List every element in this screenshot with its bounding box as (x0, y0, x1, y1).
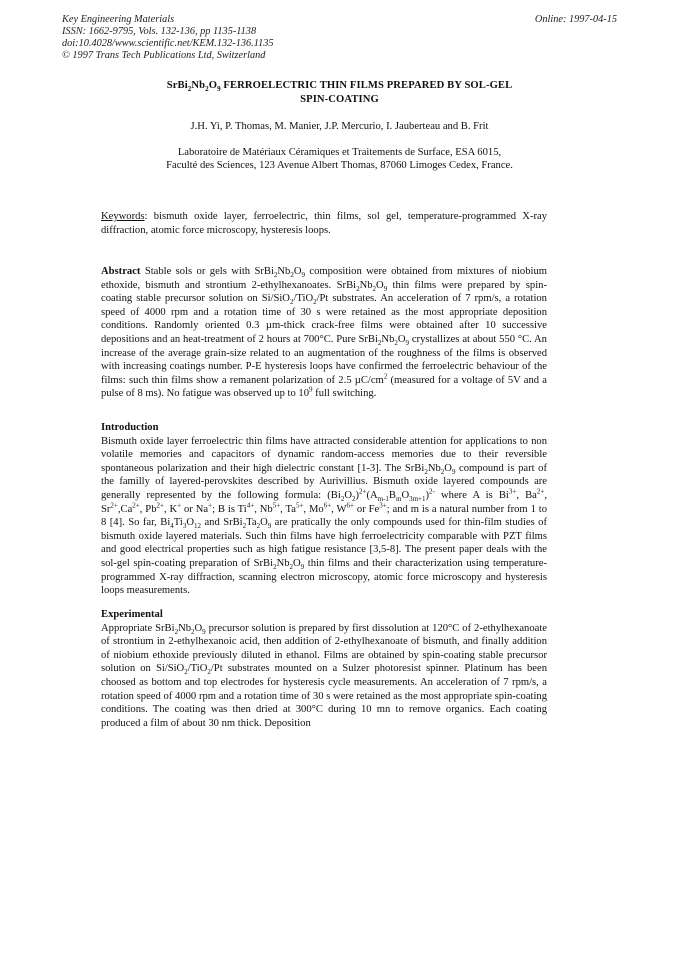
title-line-2: SPIN-COATING (300, 94, 379, 105)
introduction-section: Introduction Bismuth oxide layer ferroelectric thin films have attracted considerable attention for applications to non volatile memories and capacitors of dynamic random-access memories due to their reversible spontaneous polarization and their high dielectric constant [1-3]. The $SrBi_2Nb_2O_9$ compound is part of the familly of layered-perovskites described by Aurivillius. Bismuth oxide layered compounds are generally represented by the following formula: $(Bi_2O_2)^{2+}(A_{m-1}B_mO_{3m+1})^{2-}$ where A is $Bi^{3+}$, $Ba^{2+}$, $Sr^{2+},Ca^{2+}$, $Pb^{2+}$, K+ or Na+; B is $Ti^{4+}$, $Nb^{5+}$, $Ta^{5+}$, $Mo^{6+}$, $W^{6+}$ or $Fe^{3+}$; and m is a natural number from 1 to 8 [4]. So far, $Bi_4Ti_3O_{12}$ and $SrBi_2Ta_2O_9$ are pratically the only compounds used for thin-film studies of bismuth oxide layered materials. Such thin films have high ferroelectricity comparable with PZT films and good electrical properties such as high fatigue resistance [3,5-8]. The present paper deals with the sol-gel spin-coating preparation of $SrBi_2Nb_2O_9$ thin films and their characterization using temperature-programmed X-ray diffraction, scanning electron microscopy, atomic force microscopy and hysteresis loops measurements. (101, 422, 548, 597)
title-line-1: $SrBi_2Nb_2O_9$ FERROELECTRIC THIN FILMS PREPARED BY SOL-GEL (166, 80, 513, 94)
journal-header (62, 14, 617, 62)
issn-line: ISSN: 1662-9795, Vols. 132-136, pp 1135-1138 (62, 26, 257, 37)
experimental-heading: Experimental (101, 609, 163, 620)
doi-line: doi:10.4028/www.scientific.net/KEM.132-136.1135 (62, 38, 274, 49)
keywords-text: : bismuth oxide layer, ferroelectric, thin films, sol gel, temperature-programmed X-ray diffraction, atomic force microscopy, hysteresis loops. (101, 211, 547, 236)
abstract-heading: Abstract (101, 266, 141, 277)
online-date: Online: 1997-04-15 (534, 14, 617, 25)
introduction-heading: Introduction (101, 422, 159, 433)
copyright-line: © 1997 Trans Tech Publications Ltd, Switzerland (62, 50, 266, 61)
affiliation: Laboratoire de Matériaux Céramiques et Traitements de Surface, ESA 6015, Faculté des Sciences, 123 Avenue Albert Thomas, 87060 Limoges Cedex, France. (166, 147, 513, 171)
abstract-section: Abstract Stable sols or gels with $SrBi_2Nb_2O_9$ composition were obtained from mixtures of niobium ethoxide, bismuth and strontium 2-ethylhexanoates. $SrBi_2Nb_2O_9$ thin films were prepared by spin-coating stable precursor solution on Si/SiO$_2$/TiO$_2$/Pt substrates. An acceleration of 7 rpm/s, a rotation speed of 4000 rpm and a rotation time of 30 s were retained as the most appropriate deposition conditions. Randomly oriented 0.3 µm-thick crack-free films were obtained after 10 successive depositions and an heat-treatment of 2 hours at 700°C. Pure $SrBi_2Nb_2O_9$ crystallizes at about 550 °C. An increase of the average grain-size related to an augmentation of the roughness of the films is observed with increasing coatings number. P-E hysteresis loops have confirmed the ferroelectric behaviour of the films: such thin films show a remanent polarization of 2.5 $\mu C/cm^2$ (measured for a voltage of 5V and a pulse of 8 ms). No fatigue was observed up to $10^9$ full switching. (101, 266, 548, 400)
paper-title (62, 79, 617, 107)
experimental-section: Experimental Appropriate $SrBi_2Nb_2O_9$ precursor solution is prepared by first dissolution at 120°C of 2-ethylhexanoate of strontium in 2-ethylhexanoic acid, then addition of 2-ethylhexanoate of bismuth, and finally addition of niobium ethoxide previously diluted in ethanol. Films are obtained by spin-coating stable precursor solution on Si/SiO$_2$/TiO$_2$/Pt substrates mounted on a Sulzer photoresist spinner. Platinum has been choosed as bottom and top electrodes for hysteresis cycle measurements. An acceleration of 7 rpm/s, a rotation speed of 4000 rpm and a rotation time of 30 s were retained as the most appropriate spin-coating conditions. The coating was then dried at 300°C during 10 mn to remove organics. Each coating produced a film of about 30 nm thick. Deposition (101, 609, 547, 729)
keywords (101, 210, 547, 237)
journal-name: Key Engineering Materials (62, 14, 175, 25)
author-list: J.H. Yi, P. Thomas, M. Manier, J.P. Mercurio, I. Jauberteau and B. Frit (190, 121, 489, 132)
keywords-label: Keywords (101, 211, 145, 222)
